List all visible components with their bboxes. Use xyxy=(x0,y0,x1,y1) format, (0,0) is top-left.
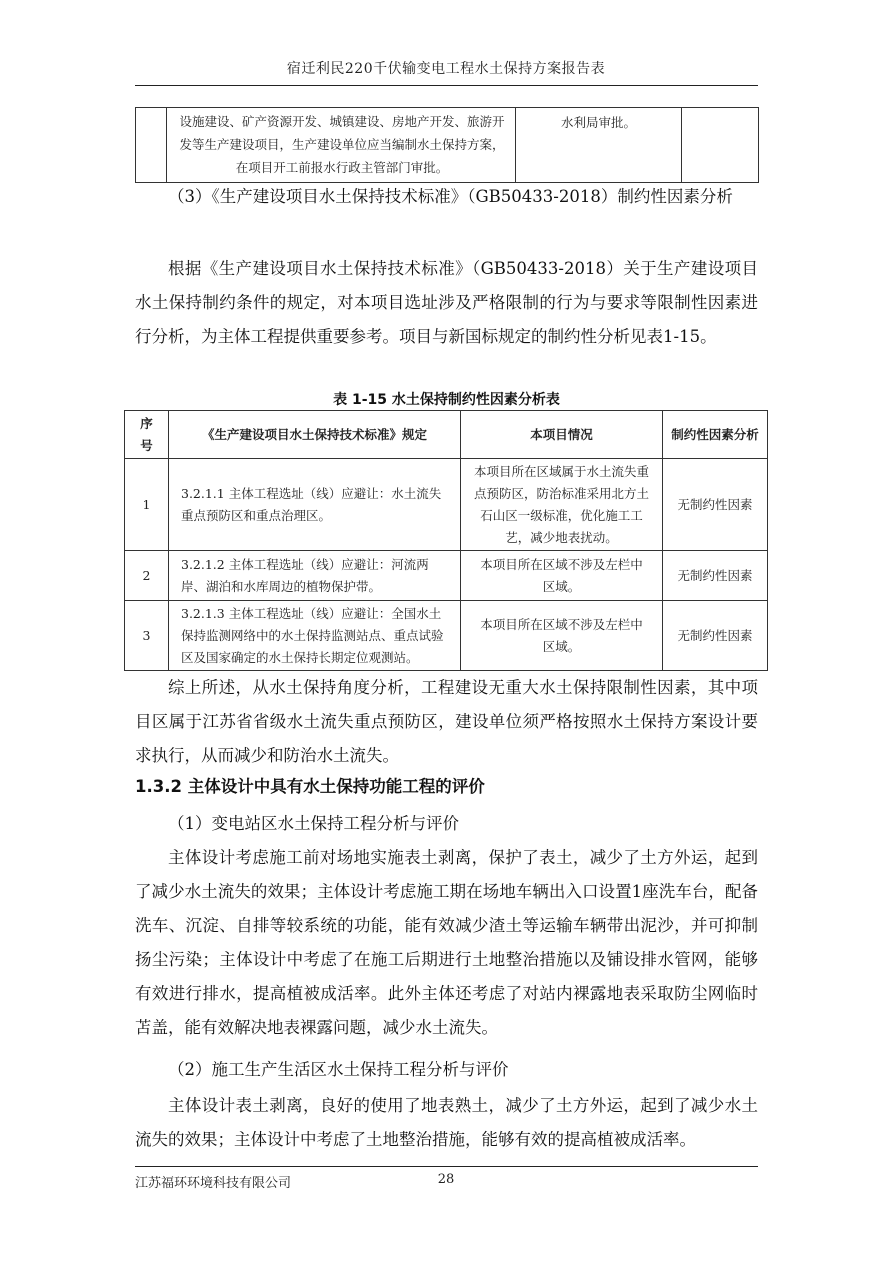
page-header-title: 宿迁利民220千伏输变电工程水土保持方案报告表 xyxy=(286,61,606,77)
row-no: 3 xyxy=(125,601,169,671)
constraint-analysis-table xyxy=(124,410,768,671)
row-analysis: 无制约性因素 xyxy=(663,601,768,671)
row-rule: 3.2.1.3 主体工程选址（线）应避让：全国水土保持监测网络中的水土保持监测站点、重点试验区及国家确定的水土保持长期定位观测站。 xyxy=(169,601,461,671)
table-cell xyxy=(136,108,167,183)
table-row xyxy=(136,108,759,183)
header-situation: 本项目情况 xyxy=(461,411,663,459)
header-no: 序号 xyxy=(125,411,169,459)
row-situation: 本项目所在区域不涉及左栏中区域。 xyxy=(461,551,663,601)
page-number: 28 xyxy=(437,1172,455,1187)
header-rule: 《生产建设项目水土保持技术标准》规定 xyxy=(169,411,461,459)
table-row xyxy=(125,551,768,601)
table-cell xyxy=(682,108,759,183)
section-heading: 1.3.2 主体设计中具有水土保持功能工程的评价 xyxy=(135,777,485,796)
header-rule xyxy=(135,85,758,86)
row-situation: 本项目所在区域不涉及左栏中区域。 xyxy=(461,601,663,671)
continued-table xyxy=(135,107,759,183)
paragraph: （2）施工生产生活区水土保持工程分析与评价 xyxy=(168,1060,509,1079)
table-cell: 水利局审批。 xyxy=(516,108,682,183)
paragraph: 主体设计表土剥离，良好的使用了地表熟土，减少了土方外运，起到了减少水土流失的效果；主体设计中考虑了土地整治措施，能够有效的提高植被成活率。 xyxy=(135,1096,758,1149)
row-analysis: 无制约性因素 xyxy=(663,459,768,551)
footer-rule xyxy=(135,1166,758,1167)
table-caption: 表 1-15 水土保持制约性因素分析表 xyxy=(333,392,560,408)
row-situation: 本项目所在区域属于水土流失重点预防区，防治标准采用北方土石山区一级标准，优化施工工艺，减少地表扰动。 xyxy=(461,459,663,551)
paragraph: 综上所述，从水土保持角度分析，工程建设无重大水土保持限制性因素，其中项目区属于江苏省省级水土流失重点预防区，建设单位须严格按照水土保持方案设计要求执行，从而减少和防治水土流失。 xyxy=(135,678,758,765)
header-analysis: 制约性因素分析 xyxy=(663,411,768,459)
table-header-row xyxy=(125,411,768,459)
row-no: 2 xyxy=(125,551,169,601)
row-rule: 3.2.1.1 主体工程选址（线）应避让：水土流失重点预防区和重点治理区。 xyxy=(169,459,461,551)
paragraph: （1）变电站区水土保持工程分析与评价 xyxy=(168,814,459,833)
footer-company: 江苏福环环境科技有限公司 xyxy=(135,1176,292,1191)
row-analysis: 无制约性因素 xyxy=(663,551,768,601)
table-row xyxy=(125,459,768,551)
row-no: 1 xyxy=(125,459,169,551)
paragraph: （3）《生产建设项目水土保持技术标准》（GB50433-2018）制约性因素分析 xyxy=(168,187,733,206)
table-cell: 设施建设、矿产资源开发、城镇建设、房地产开发、旅游开发等生产建设项目，生产建设单位应当编制水土保持方案，在项目开工前报水行政主管部门审批。 xyxy=(167,108,516,183)
paragraph: 根据《生产建设项目水土保持技术标准》（GB50433-2018）关于生产建设项目水土保持制约条件的规定，对本项目选址涉及严格限制的行为与要求等限制性因素进行分析，为主体工程提供重要参考。项目与新国标规定的制约性分析见表1-15。 xyxy=(135,259,758,346)
row-rule: 3.2.1.2 主体工程选址（线）应避让：河流两岸、湖泊和水库周边的植物保护带。 xyxy=(169,551,461,601)
table-row xyxy=(125,601,768,671)
paragraph: 主体设计考虑施工前对场地实施表土剥离，保护了表土，减少了土方外运，起到了减少水土流失的效果；主体设计考虑施工期在场地车辆出入口设置1座洗车台，配备洗车、沉淀、自排等较系统的功能，能有效减少渣土等运输车辆带出泥沙，并可抑制扬尘污染；主体设计中考虑了在施工后期进行土地整治措施以及铺设排水管网，能够有效进行排水，提高植被成活率。此外主体还考虑了对站内裸露地表采取防尘网临时苫盖，能有效解决地表裸露问题，减少水土流失。 xyxy=(135,848,758,1037)
